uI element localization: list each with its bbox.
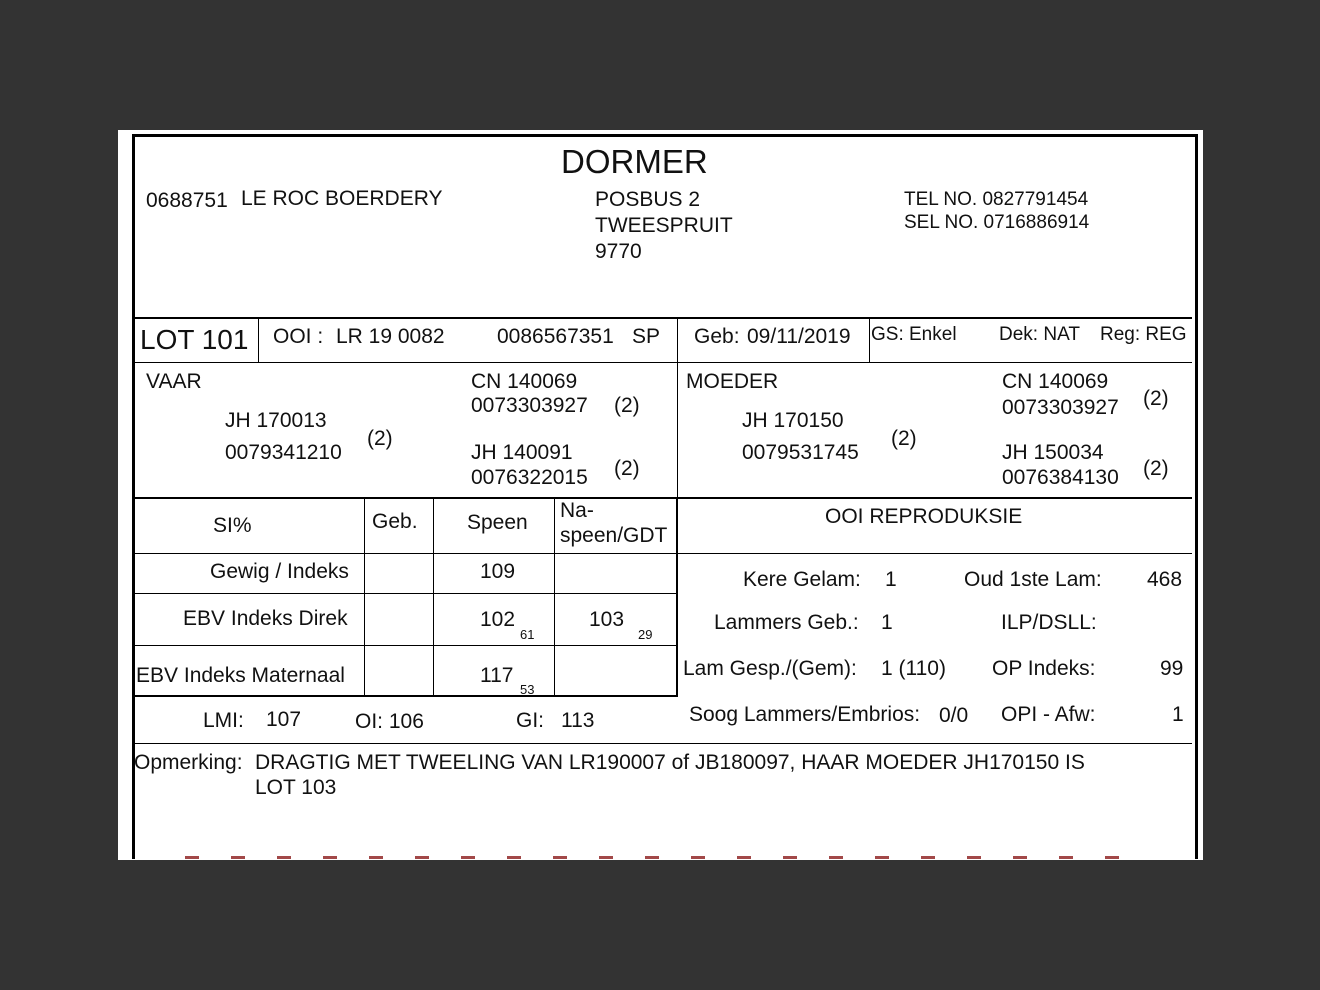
address-line-2: TWEESPRUIT xyxy=(595,214,733,237)
divider xyxy=(134,362,1192,363)
sire-dam-number: 0076322015 xyxy=(471,466,588,489)
divider xyxy=(134,695,677,697)
gi-value: 113 xyxy=(561,709,595,732)
geb-header: Geb. xyxy=(372,510,418,533)
sel-number: SEL NO. 0716886914 xyxy=(904,212,1090,233)
lot-number: LOT 101 xyxy=(140,324,249,355)
sire-sire-number: 0073303927 xyxy=(471,394,588,417)
dam-sire-grade: (2) xyxy=(1143,387,1169,410)
ooi-id: LR 19 0082 xyxy=(336,325,445,348)
dam-dam-id: JH 150034 xyxy=(1002,441,1104,464)
oud-label: Oud 1ste Lam: xyxy=(964,568,1102,591)
divider xyxy=(677,318,678,362)
oud-value: 468 xyxy=(1147,568,1183,591)
dek-status: Dek: NAT xyxy=(999,324,1080,345)
kere-gelam-label: Kere Gelam: xyxy=(743,568,861,591)
sire-sire-grade: (2) xyxy=(614,394,640,417)
opi-label: OPI - Afw: xyxy=(1001,703,1096,726)
sire-dam-grade: (2) xyxy=(614,457,640,480)
reg-status: Reg: REG xyxy=(1100,324,1187,345)
sire-number: 0079341210 xyxy=(225,441,342,464)
lam-gesp-label: Lam Gesp./(Gem): xyxy=(683,657,857,680)
breed-title: DORMER xyxy=(561,143,708,180)
remarks-label: Opmerking: xyxy=(134,751,243,774)
birth-label: Geb: xyxy=(694,325,740,348)
maternaal-speen-accuracy: 53 xyxy=(520,682,535,697)
remarks-line-2: LOT 103 xyxy=(255,776,337,799)
sire-id: JH 170013 xyxy=(225,409,327,432)
op-value: 99 xyxy=(1160,657,1184,680)
gewig-speen-value: 109 xyxy=(480,560,516,583)
kere-gelam-value: 1 xyxy=(885,568,897,591)
lammers-geb-label: Lammers Geb.: xyxy=(714,611,859,634)
dam-grade: (2) xyxy=(891,427,917,450)
address-line-3: 9770 xyxy=(595,240,642,263)
gs-status: GS: Enkel xyxy=(871,324,957,345)
breeder-name: LE ROC BOERDERY xyxy=(241,187,443,210)
sire-dam-id: JH 140091 xyxy=(471,441,573,464)
ooi-number: 0086567351 xyxy=(497,325,614,348)
dam-number: 0079531745 xyxy=(742,441,859,464)
direk-naspeen-accuracy: 29 xyxy=(638,627,653,642)
remarks-line-1: DRAGTIG MET TWEELING VAN LR190007 of JB180097, HAAR MOEDER JH170150 IS xyxy=(255,751,1085,774)
sire-grade: (2) xyxy=(367,427,393,450)
maternaal-speen-value: 117 xyxy=(480,664,514,687)
lmi-label: LMI: xyxy=(203,709,244,732)
dam-sire-number: 0073303927 xyxy=(1002,396,1119,419)
row-label-ebv-direk: EBV Indeks Direk xyxy=(183,607,348,630)
sire-label: VAAR xyxy=(146,370,202,393)
oi-value: OI: 106 xyxy=(355,710,424,733)
divider xyxy=(433,498,434,696)
birth-date: 09/11/2019 xyxy=(747,325,851,348)
divider xyxy=(258,318,259,362)
divider xyxy=(364,498,365,696)
clipped-next-row xyxy=(185,856,1145,859)
divider xyxy=(134,593,676,594)
ooi-label: OOI : xyxy=(273,325,324,348)
divider xyxy=(554,498,555,696)
lam-gesp-value: 1 (110) xyxy=(881,657,946,680)
dam-label: MOEDER xyxy=(686,370,779,393)
row-label-gewig: Gewig / Indeks xyxy=(210,560,349,583)
sire-sire-id: CN 140069 xyxy=(471,370,578,393)
address-line-1: POSBUS 2 xyxy=(595,188,701,211)
speen-header: Speen xyxy=(467,511,528,534)
tel-number: TEL NO. 0827791454 xyxy=(904,189,1089,210)
soog-label: Soog Lammers/Embrios: xyxy=(689,703,921,726)
direk-naspeen-value: 103 xyxy=(589,608,625,631)
naspeen-header-line-1: Na- xyxy=(560,499,594,522)
soog-value: 0/0 xyxy=(939,704,969,727)
si-header: SI% xyxy=(213,514,252,537)
divider xyxy=(134,317,1192,319)
divider xyxy=(134,553,1192,554)
dam-id: JH 170150 xyxy=(742,409,844,432)
dam-dam-number: 0076384130 xyxy=(1002,466,1119,489)
breeder-number: 0688751 xyxy=(146,189,228,212)
dam-dam-grade: (2) xyxy=(1143,457,1169,480)
reproduction-title: OOI REPRODUKSIE xyxy=(825,505,1023,528)
opi-value: 1 xyxy=(1172,703,1184,726)
lammers-geb-value: 1 xyxy=(881,611,893,634)
row-label-ebv-maternaal: EBV Indeks Maternaal xyxy=(136,664,345,687)
gi-label: GI: xyxy=(516,709,545,732)
divider xyxy=(134,497,1192,499)
dam-sire-id: CN 140069 xyxy=(1002,370,1109,393)
naspeen-header-line-2: speen/GDT xyxy=(560,524,668,547)
ilp-label: ILP/DSLL: xyxy=(1001,611,1097,634)
divider xyxy=(869,318,870,362)
divider xyxy=(134,645,676,646)
ooi-grade: SP xyxy=(632,325,661,348)
op-label: OP Indeks: xyxy=(992,657,1096,680)
divider xyxy=(677,362,678,498)
direk-speen-accuracy: 61 xyxy=(520,627,535,642)
direk-speen-value: 102 xyxy=(480,608,516,631)
divider xyxy=(676,497,678,697)
divider xyxy=(134,743,1192,744)
lmi-value: 107 xyxy=(266,708,302,731)
